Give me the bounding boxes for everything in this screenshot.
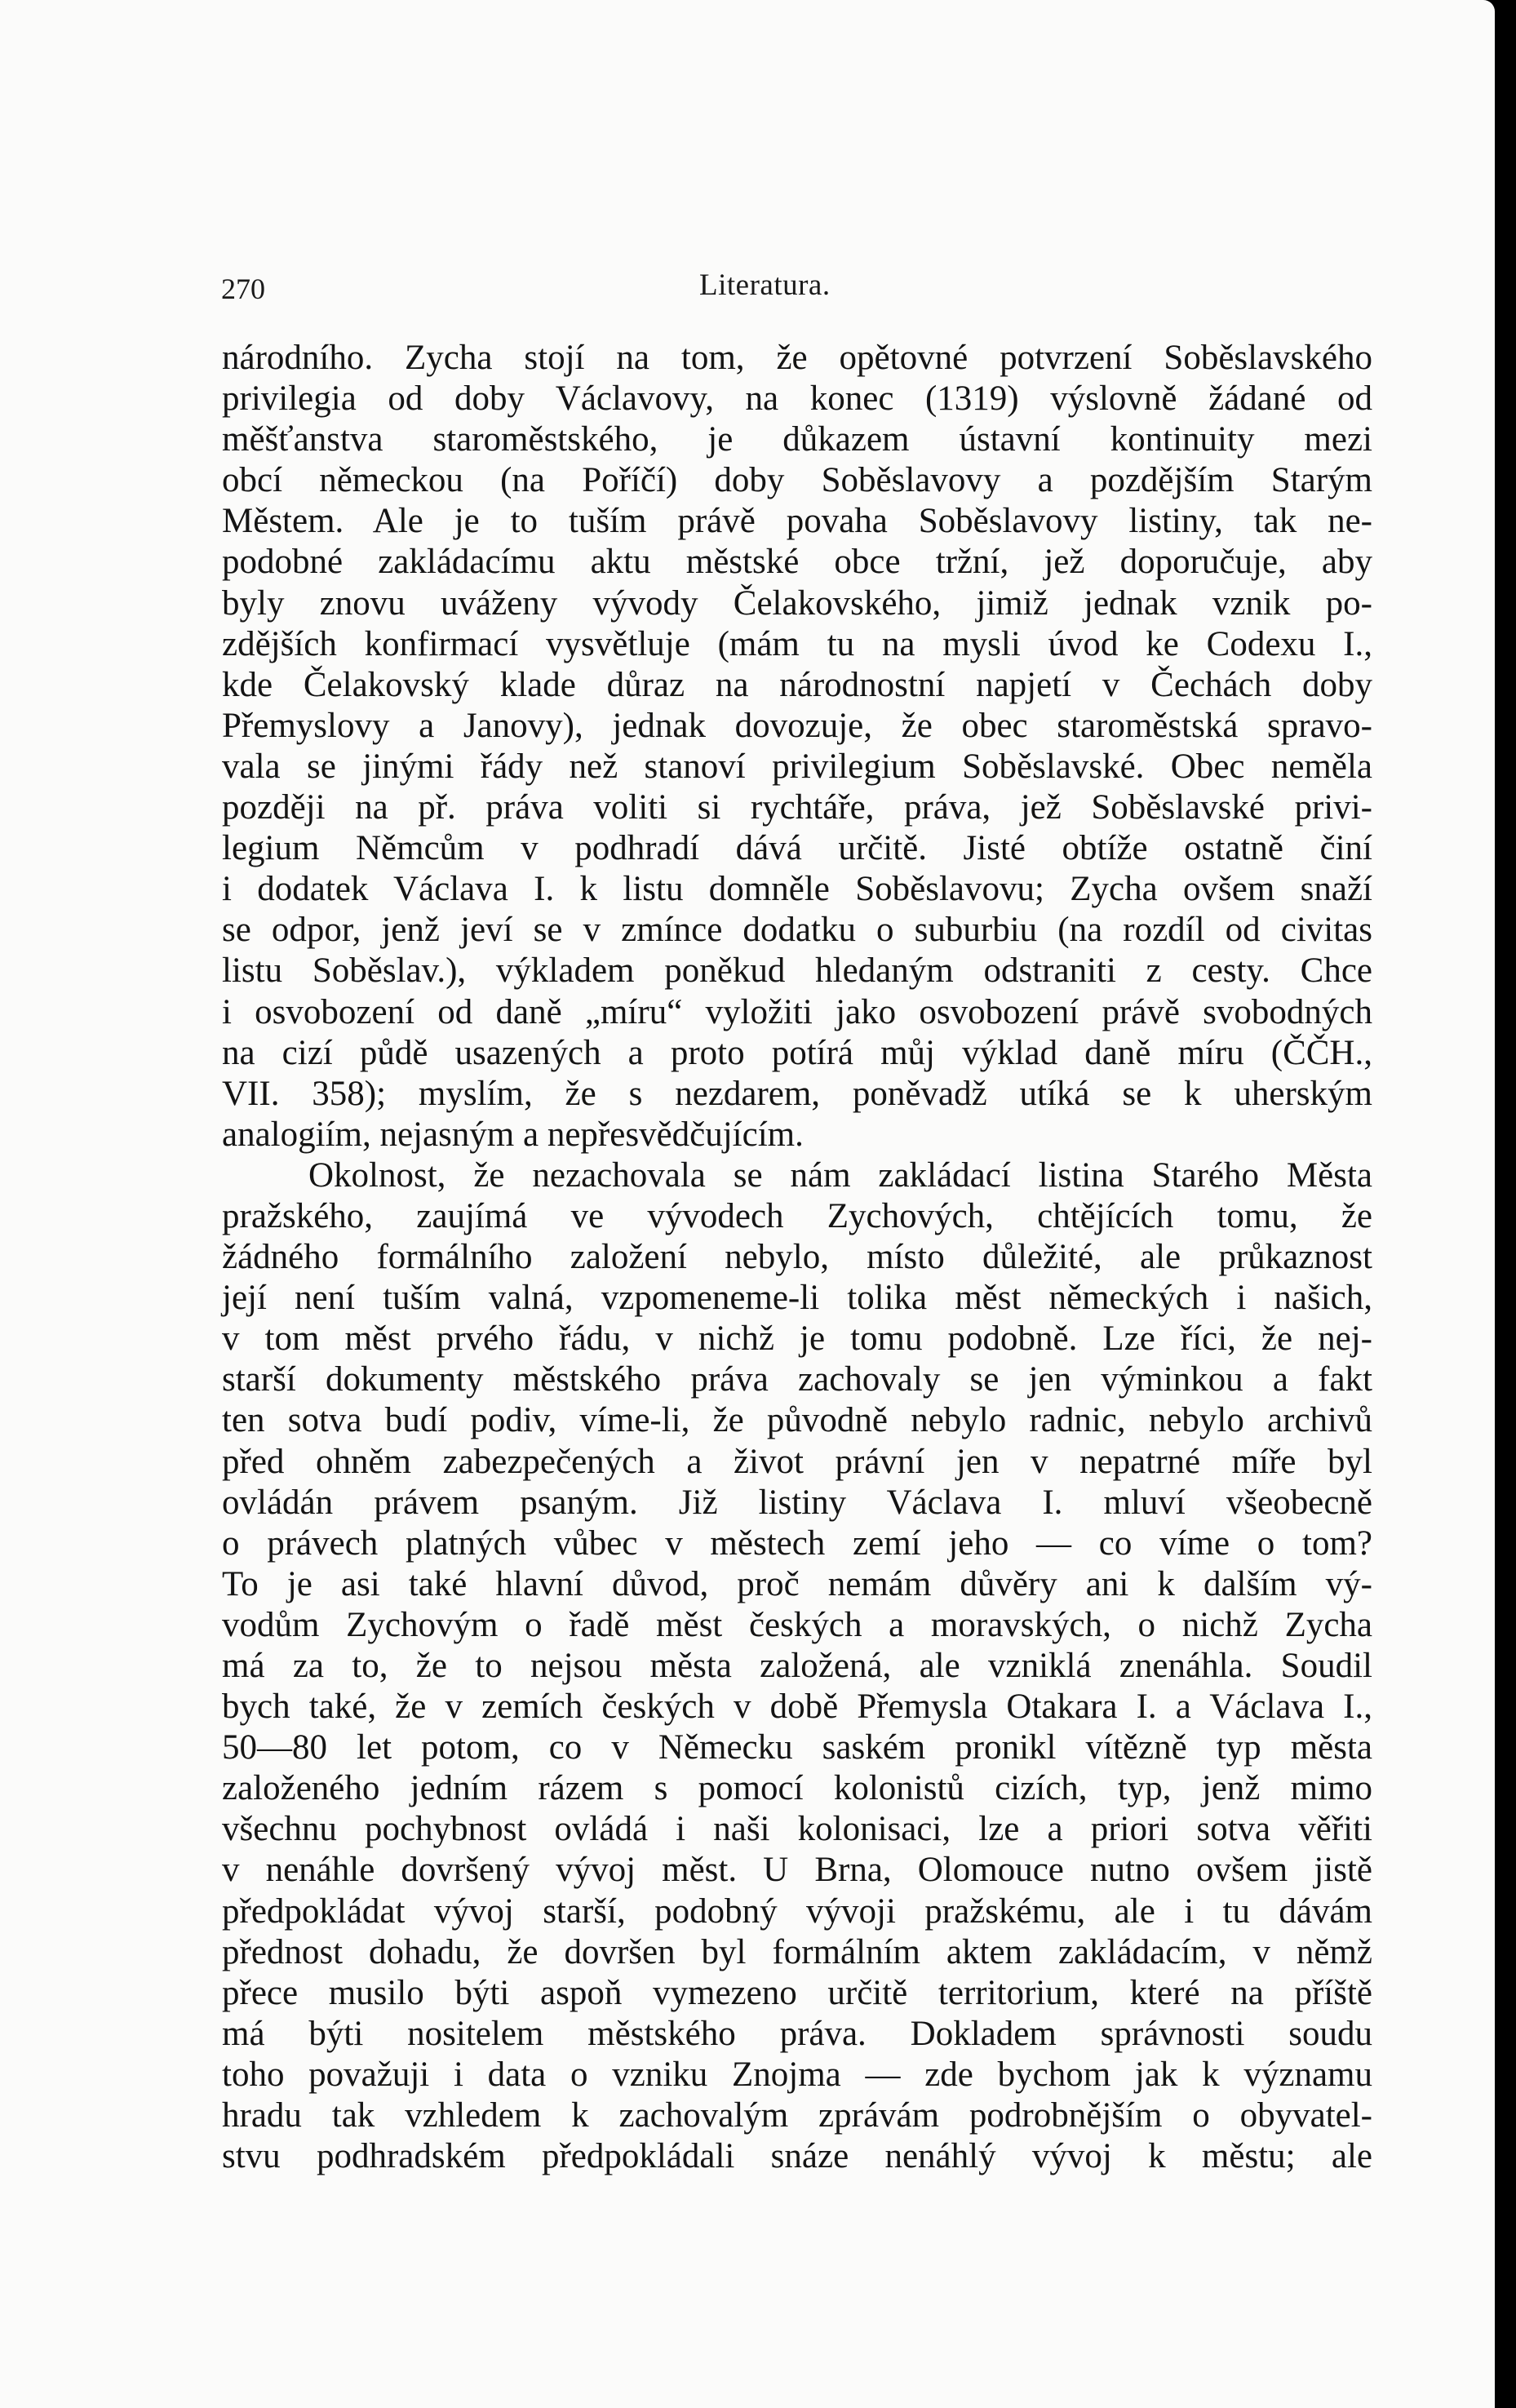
text-line: starší dokumenty městského práva zachovaly se jen výminkou a fakt (222, 1360, 1372, 1399)
text-line: přednost dohadu, že dovršen byl formálním aktem zakládacím, v němž (222, 1932, 1372, 1971)
text-line: všechnu pochybnost ovládá i naši kolonisaci, lze a priori sotva věřiti (222, 1810, 1372, 1849)
text-line: na cizí půdě usazených a proto potírá můj výklad daně míru (ČČH., (222, 1033, 1372, 1072)
text-line: 50—80 let potom, co v Německu saském pronikl vítězně typ města (222, 1728, 1372, 1767)
text-line: Okolnost, že nezachovala se nám zakládací listina Starého Města (308, 1155, 1372, 1195)
text-line: bych také, že v zemích českých v době Přemysla Otakara I. a Václava I., (222, 1687, 1372, 1727)
text-line: To je asi také hlavní důvod, proč nemám důvěry ani k dalším vý- (222, 1564, 1372, 1603)
text-line: má býti nositelem městského práva. Dokladem správnosti soudu (222, 2014, 1372, 2053)
text-line: později na př. práva voliti si rychtáře, práva, jež Soběslavské privi- (222, 788, 1372, 827)
text-line: analogiím, nejasným a nepřesvědčujícím. (222, 1115, 804, 1154)
text-line: v tom měst prvého řádu, v nichž je tomu podobně. Lze říci, že nej- (222, 1319, 1372, 1359)
text-line: se odpor, jenž jeví se v zmínce dodatku o suburbiu (na rozdíl od civitas (222, 911, 1372, 950)
paragraph-1 (222, 338, 1372, 1155)
text-line: VII. 358); myslím, že s nezdarem, poněvadž utíká se k uherským (222, 1074, 1372, 1113)
text-line: o právech platných vůbec v městech zemí jeho — co víme o tom? (222, 1523, 1372, 1563)
text-line: zdějších konfirmací vysvětluje (mám tu na mysli úvod ke Codexu I., (222, 624, 1372, 663)
text-line: toho považuji i data o vzniku Znojma — zde bychom jak k významu (222, 2055, 1372, 2094)
text-line: ten sotva budí podiv, víme-li, že původně nebylo radnic, nebylo archivů (222, 1401, 1372, 1440)
text-line: předpokládat vývoj starší, podobný vývoji pražskému, ale i tu dávám (222, 1891, 1372, 1931)
text-line: i osvobození od daně „míru“ vyložiti jako osvobození právě svobodných (222, 992, 1372, 1031)
text-line: stvu podhradském předpokládali snáze nenáhlý vývoj k městu; ale (222, 2137, 1372, 2176)
text-line: národního. Zycha stojí na tom, že opětovné potvrzení Soběslavského (222, 339, 1372, 377)
body-text (222, 338, 1372, 2177)
text-line: byly znovu uváženy vývody Čelakovského, jimiž jednak vznik po- (222, 583, 1372, 623)
text-line: její není tuším valná, vzpomeneme-li tolika měst německých i našich, (222, 1279, 1372, 1318)
text-line: Městem. Ale je to tuším právě povaha Soběslavovy listiny, tak ne- (222, 502, 1372, 541)
text-line: založeného jedním rázem s pomocí kolonistů cizích, typ, jenž mimo (222, 1769, 1372, 1808)
text-line: vala se jinými řády než stanoví privilegium Soběslavské. Obec neměla (222, 747, 1372, 786)
running-head: Literatura. (699, 268, 831, 302)
text-line: listu Soběslav.), výkladem poněkud hledaným odstraniti z cesty. Chce (222, 951, 1372, 991)
text-line: pražského, zaujímá ve vývodech Zychových, chtějících tomu, že (222, 1196, 1372, 1235)
text-line: kde Čelakovský klade důraz na národnostní napjetí v Čechách doby (222, 665, 1372, 704)
text-line: i dodatek Václava I. k listu domněle Soběslavovu; Zycha ovšem snaží (222, 870, 1372, 909)
text-line: hradu tak vzhledem k zachovalým zprávám podrobnějším o obyvatel- (222, 2096, 1372, 2135)
page-number: 270 (221, 273, 265, 305)
text-line: privilegia od doby Václavovy, na konec (1319) výslovně žádané od (222, 379, 1372, 419)
text-line: má za to, že to nejsou města založená, ale vzniklá znenáhla. Soudil (222, 1647, 1372, 1685)
text-line: Přemyslovy a Janovy), jednak dovozuje, že obec staroměstská spravo- (222, 706, 1372, 745)
text-line: podobné zakládacímu aktu městské obce tržní, jež doporučuje, aby (222, 543, 1372, 582)
text-line: ovládán právem psaným. Již listiny Václava I. mluví všeobecně (222, 1483, 1372, 1522)
text-line: před ohněm zabezpečených a život právní jen v nepatrné míře byl (222, 1442, 1372, 1481)
text-line: měšťanstva staroměstského, je důkazem ústavní kontinuity mezi (222, 420, 1372, 459)
paragraph-2 (222, 1155, 1372, 2177)
text-line: v nenáhle dovršený vývoj měst. U Brna, Olomouce nutno ovšem jistě (222, 1851, 1372, 1890)
text-line: legium Němcům v podhradí dává určitě. Jisté obtíže ostatně činí (222, 829, 1372, 868)
text-line: obcí německou (na Poříčí) doby Soběslavovy a pozdějším Starým (222, 461, 1372, 500)
text-line: přece musilo býti aspoň vymezeno určitě territorium, které na příště (222, 1973, 1372, 2012)
text-line: žádného formálního založení nebylo, místo důležité, ale průkaznost (222, 1238, 1372, 1277)
text-line: vodům Zychovým o řadě měst českých a moravských, o nichž Zycha (222, 1605, 1372, 1644)
